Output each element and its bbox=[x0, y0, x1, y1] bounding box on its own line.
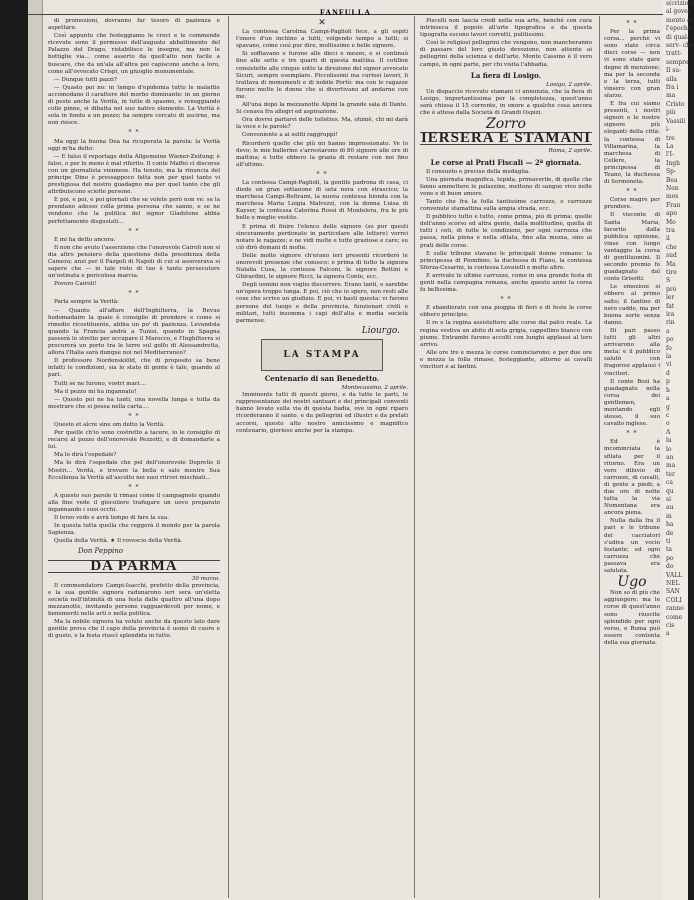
section-separator: * * bbox=[128, 290, 140, 298]
text-fragment: s(crizioni bbox=[666, 0, 694, 7]
paragraph: E sulle tribune stavano le principali donne romane: la principessa di Piombino, la duchessa di Fiano, la contessa Sforza-Cesarini, la contessa Lovatelli e molte altre. bbox=[420, 250, 592, 271]
text-fragment: l'I- bbox=[666, 151, 674, 159]
text-fragment: più bbox=[666, 109, 676, 117]
text-fragment: l'epoche bbox=[666, 25, 692, 33]
article-headline: Le corse ai Prati Fiscali — 2ª giornata. bbox=[430, 157, 582, 167]
text-fragment: tire bbox=[666, 269, 677, 276]
paragraph: — Quasto poi no: in tempo d'epidemia tutto le malattie accomodano il carattere del morbo dominante: in un giorno di peste anche la Verità, in tutte di spasmo, e reneggiando colle pinne, si dibatta nel suo nativo elemento. La Verità è sola in fondo a un pozzo; ha sempre cercato di uscirne, ma non riesce. bbox=[48, 84, 220, 127]
text-fragment: il bbox=[666, 235, 670, 243]
cross-ornament-icon: ✕ bbox=[318, 18, 326, 28]
text-fragment: tra bbox=[666, 226, 675, 234]
column-4 bbox=[604, 18, 660, 896]
paragraph: Ma lo dirà l'ospedale che pel dell'onorevole Depretis il Mostri... Verità, e trovare la bella e sale mentre Sua Eccellenza la Verità all'ascolto nei suoi ritrovi mischiati... bbox=[48, 460, 220, 481]
text-fragment: lu bbox=[666, 437, 672, 445]
text-fragment: rin bbox=[666, 319, 675, 327]
text-fragment: a bbox=[666, 327, 670, 335]
text-fragment: a bbox=[666, 395, 670, 403]
section-separator: * * bbox=[128, 227, 140, 235]
dateline: Losigo, 2 aprile. bbox=[546, 81, 592, 88]
text-fragment: di qual- bbox=[666, 33, 689, 41]
paragraph: Così le religiosi pellegrini che vengono, non mancheranno di passare del loro giusto devozione, non attente ai pellegrini della scienza e dell'arte, Monte Cassino è il vero campo, in ogni parte, per chi visita l'abbadia. bbox=[420, 40, 592, 68]
paragraph: E fra cui siamo presenti, i nostri signori e le nostre signore più eleganti della città: la contessa di Villamarina, la marchesa di Cellere, la principessa di Teano, la duchessa di Sermoneta. bbox=[604, 101, 660, 186]
paragraph: All'una dopo la mezzanotte Alpini la grande sala di Dante. Si cenava fra allegri ed aspirazione. bbox=[236, 102, 408, 116]
paragraph: Il re e la regina assistettero alle corse dal palco reale. La regina vestiva un abito di seta grigia, cappellino bianco con piume. Entrambi furono accolti con lunghi applausi al loro arrivo. bbox=[420, 320, 592, 348]
text-fragment: po bbox=[666, 554, 674, 562]
text-fragment: fra i bbox=[666, 84, 679, 92]
text-fragment: ler bbox=[666, 294, 675, 302]
paragraph: Le emozioni si ebbero al primo salto; il fantino di nero cadde, ma per buona sorte senza danno. bbox=[604, 284, 660, 326]
text-fragment: ha bbox=[666, 521, 674, 529]
paragraph: Non so di più che aggiungere; ma le corse di quest'anno sono riuscite splendide per ogni verso, e Roma può essere contenta della sua giornata. bbox=[604, 590, 660, 646]
section-separator: * * bbox=[626, 188, 638, 196]
paragraph: Ricorderò quelle che più mi hanno impressionato. Ve lo devo; le mie ballerine s'arrestarono di 80 signore alle ore di mattina; e tutte ebbero la grazia di restare con noi fino all'ultimo. bbox=[236, 140, 408, 168]
paragraph: Ma il pezzo mi ha ingannato! bbox=[54, 388, 137, 395]
paragraph: Ed è incominciata la sfilata per il ritorno. Era un vero diluvio di carrozze, di cavalli, di gente a piedi; a due ore di notte tutta la via Nomentana era ancora piena. bbox=[604, 439, 660, 517]
column-3 bbox=[420, 18, 592, 896]
paragraph: E arrivate le ultime carrozze, come in una grande festa di genti nella campagna romana, anche questo anno la corsa fu bellissima. bbox=[420, 272, 592, 294]
text-fragment: Mo bbox=[666, 218, 676, 226]
masthead-title: FANFULLA bbox=[320, 8, 371, 17]
paragraph: La contessa Campi-Paglioli, la gentile padrona di casa, ci diede un gran sottanone di seta nera con strascico; la marchesa Campi-Beltrami, la nuova contessa bionda con la marchesa Maria Luigia Malvezzi, con la donna Luisa di Kayser, la contessa Caterina Rossi di Montelera, fra le più belle e meglio vestite. bbox=[236, 179, 408, 222]
paragraph: Il non che avuto l'asserzione che l'onorevole Cairoli non si dia altro pensiero della questione della presidenza della Camera; anzi per il Pazgoli di Napoli di cui si asseverava si sapere che — io tale risto di tuo è tanto persecutore un'ostinata e pericolosa marcia. bbox=[48, 244, 220, 280]
dateline: 30 marzo. bbox=[191, 575, 220, 582]
paragraph: Il conte Bozi ha guadagnato nella corsa dei gentlemen, montando egli stesso, il suo cavallo inglese. bbox=[604, 378, 660, 428]
text-fragment: fat bbox=[666, 302, 675, 310]
paragraph: Degli uomini non voglio discorrere. Erano tanti, e sarebbe un'opera troppo lunga. E poi, ciò che io spero, non resti alle cose che scrivo un giudizio. E poi, vi basti questa: vi furono persone del luogo e della provincia, funzionari civili e militari, tutti insomma i capi dell'alta e media società parmense. bbox=[236, 282, 408, 324]
dateline: Montecassino, 2 aprile. bbox=[341, 385, 408, 392]
text-fragment: che bbox=[666, 243, 677, 251]
section-separator: * * bbox=[626, 430, 638, 438]
text-fragment: fo bbox=[666, 344, 672, 352]
paragraph: Alle ore tre e mezza le corse cominciarono; e per due ore e mezza la folla rimase, festeggiante, attorno ai cavalli vincitori e ai fantini. bbox=[420, 349, 592, 371]
paragraph: A questo suo parole ti rimasi come il campagnolo quando alla fine vede il giocoliere trafugare un uovo preparato ingannando i suoi occhi. bbox=[48, 492, 220, 513]
section-title-da-parma: DA PARMA bbox=[48, 560, 220, 573]
text-fragment: ta bbox=[666, 546, 672, 554]
text-fragment: c bbox=[666, 411, 670, 419]
column-rule bbox=[599, 16, 600, 898]
text-fragment: ma bbox=[666, 92, 676, 100]
section-separator: * * bbox=[128, 412, 140, 420]
text-fragment: sempre bbox=[666, 58, 689, 66]
column-2 bbox=[236, 18, 408, 896]
paragraph: Ma la nobile signora ha voluto anche da questo lato dare gentile prova che il capo della provincia è uomo di cuore e di gusto, e la festa riuscì splendida in tutto. bbox=[48, 619, 220, 640]
author-signature: Zorro bbox=[486, 116, 526, 133]
text-fragment: ca bbox=[666, 479, 673, 487]
paragraph: E prima di finire l'elenco delle signore (so pur questi sinceramente perdonato in particolare alle lettere) vorrei notare le ragazze; e ne vidi molte e tutte graziose e care; su ciò dirò domani di molte. bbox=[236, 223, 408, 251]
article-headline: La fiera di Losigo. bbox=[470, 70, 542, 80]
paragraph: La contessa Carolina Campi-Paglioli fece, a gli ospiti l'onore d'un inchino a tutti, volgendo tempo a tutti; si spavano, come così pur dire, moltissime e belle signore. bbox=[236, 29, 408, 50]
paragraph: Ora dovrei parlarvi delle toilettes. Ma, ohimè, chi mi darà la voce e le parole? bbox=[236, 117, 408, 131]
paragraph: In questa tutta quella che reggerà il mondo per la parola Sapienza. bbox=[48, 523, 220, 537]
decorative-banner: LA STAMPA bbox=[261, 339, 383, 371]
text-fragment: serv- che bbox=[666, 42, 694, 50]
text-fragment: ira bbox=[666, 311, 675, 319]
text-fragment: Non bbox=[666, 184, 679, 192]
text-fragment: p bbox=[666, 378, 670, 386]
paragraph: — Dunque tutti pazzi? bbox=[54, 76, 117, 83]
text-fragment: qu bbox=[666, 487, 674, 495]
column-rule bbox=[414, 16, 415, 898]
paragraph: — Questo poi ne ha tanti, una novella lunga e tutta da mostrare che si possa nella carta.... bbox=[48, 396, 220, 410]
text-fragment: ranno bbox=[666, 605, 684, 613]
adjacent-page-edge bbox=[663, 0, 694, 900]
paragraph: di promozioni, dovranno far tesoro di pazienza e aspettare. bbox=[48, 18, 220, 32]
section-separator: * * bbox=[128, 129, 140, 137]
text-fragment: an bbox=[666, 453, 674, 461]
paragraph: Nulla dalla fra il pari e le tribune dei cacciatori s'udiva un vocìo festante; ed ogni carrozza che passava era salutata. bbox=[604, 518, 660, 575]
paragraph: Conveniente a ai soliti raggruppi! bbox=[242, 132, 338, 139]
text-fragment: NEL bbox=[666, 580, 680, 588]
text-fragment: ti bbox=[666, 538, 671, 545]
paragraph: E mi ha detto ancora: bbox=[54, 236, 116, 243]
paragraph: Il pubblico tutto e tutto, come prima, più di prima; quelle dell'anno scorso ed altra gente, dalla moltitudine, quella di tutti i ceti, di tutte le condizioni, per ogni carrozza che passa, nella piena e nella sfilata, fino alla mezza, sino ai prati delle corse. bbox=[420, 214, 592, 249]
section-separator: * * bbox=[128, 483, 140, 491]
text-fragment: mos bbox=[666, 193, 679, 201]
paragraph: Di pari passo tutti gli altri arrivarono alla meta; e il pubblico salutò con fragorosi applausi i vincitori. bbox=[604, 327, 660, 377]
text-fragment: d bbox=[666, 369, 670, 377]
column-1 bbox=[48, 18, 220, 896]
text-fragment: o bbox=[666, 420, 670, 428]
text-fragment: h bbox=[666, 386, 670, 394]
text-fragment: A bbox=[666, 428, 671, 436]
text-fragment: Ma bbox=[666, 260, 676, 268]
section-title-iersera-e-stamani: IERSERA E STAMANI bbox=[420, 130, 592, 147]
paragraph: Per la prima corsa... perchè vi sono state circa dieci corse — non vi sono state gare degne di menzione; ma per la seconda e la terza, tutti vinsero con gran sfarzo. bbox=[604, 29, 660, 99]
text-fragment: apo bbox=[666, 210, 678, 218]
text-fragment: lo bbox=[666, 445, 672, 453]
paragraph: Imminente tutti di questi giorni, e da tutte le parti, le rappresentanze dei nostri santuari e dei principali conventi hanno levato sulla via di questa badia, ove in ogni riparo ricorderanno il santo, e da pellegrini ed illustri e da prelati accorsi, questo alto nostro amicissimo e magnifico centenario, glorioso anche per la stampa. bbox=[236, 392, 408, 434]
paragraph: Tanto che fra la folla tantissime carrozze, e carrozze convenute stamattina sulla ampia strada, ecc. bbox=[420, 198, 592, 213]
paragraph: Ma oggi la buona Dea ha ricuperata la parola: la Verità oggi m'ha detto: bbox=[48, 138, 220, 152]
paragraph: Così appunto che festeggiamo le croci e le commende ricevute sono il permesso dell'augusto abbattimento del Palazzo del Drago, ristabilisco le insegne, ma non le bottiglie via... come asserto da quell'alto non facile a buscare, che da un'ala all'altra poi capiscono anche a loro, come all'ovvocato Crispi, un giuoglio monumentale. bbox=[48, 33, 220, 75]
masthead bbox=[28, 0, 663, 15]
text-fragment: S bbox=[666, 277, 671, 285]
paragraph: Il consueto e preciso della medaglia. bbox=[426, 168, 531, 175]
text-fragment: La bbox=[666, 142, 674, 150]
text-fragment: mento al bbox=[666, 16, 693, 24]
paragraph: Un dispaccio ricevuto stamani ci annunzia, che la fiera di Losigo, importantissima per la completezza, quest'anno sarà chiusa il 15 corrente, in onore a qualche cosa ancora che è attesa dalla Società di Grandi Ospizi. bbox=[420, 88, 592, 117]
text-fragment: si bbox=[666, 495, 671, 503]
author-signature: Don Peppino bbox=[78, 547, 124, 556]
text-fragment: do bbox=[666, 563, 674, 571]
author-signature: Liourgo. bbox=[361, 325, 400, 336]
paragraph: — E falso il reportage della Allgemeine Wiener-Zeitung; è falso, o per lo meno è mal riferito. Il conte Maffei ci discorse con un giornalista viennese. Ha tenuto, ma la rinuncia del principe Dino è pressappoco fatta non per quel tanto vi prestigiosa del nostro guadagno ma per quel tanto che gli attribuiscono sciolte persone. bbox=[48, 153, 220, 196]
paragraph: Povero Cairoli! bbox=[54, 281, 97, 288]
text-fragment: la bbox=[666, 353, 672, 361]
text-fragment: Cristo bbox=[666, 100, 685, 108]
newspaper-page bbox=[28, 0, 663, 900]
section-separator: * * bbox=[316, 170, 328, 178]
paragraph: Si soffiavano e furono alle dieci e mezzo, e si continuò fino alle sette e tre quarti di questa mattina. Il cotillon consistette alle cinque sotto la direzione del signor avvocato Sicuri, sempre esemplare. Piccolissimi ma curiosi lavori, li trattava di monumenti e di nobile Portò: ma con le ragazze furono molte le donne che si divertivano ad andarne con me. bbox=[236, 51, 408, 100]
paragraph: Tutti se ne furono, vostri mari.... bbox=[54, 380, 147, 387]
paragraph: Delle molte signore ch'erano ieri presenti ricorderò le onorevoli presenze che conosco: e prima di tutto la signora Nalalia Cusa, la contessa Falconi, le signore Bottini e Ghirardini, le signore Ricci, la signora Conte, ecc. bbox=[236, 252, 408, 281]
text-fragment: prò bbox=[666, 285, 677, 293]
article-headline: Centenario di san Benedetto. bbox=[264, 373, 380, 383]
paragraph: Per quelle ch'io sono costretto a tacere, io le consiglio di recarsi al pozzo dell'onorevole Pezzotti, e di domandarle a lui. bbox=[48, 430, 220, 451]
paragraph: E sbandierato con una pioggia di fiori e di feste le corse ebbero principio. bbox=[420, 305, 592, 319]
text-fragment: po bbox=[666, 336, 674, 344]
paragraph: — Quanto all'affare dell'Inghilterra, la Revue hedomadaire la quale è consiglio di prendere e come si rimedio ricostituente, abbia un po' di pazienza. Levandola quando la Francia andrà a Tunisi, quando in Spagna passerà lo stretto per occupare il Marocco, e l'Inghilterra si procurerà un porto tra le terre sul golfo di Alessandretta, allora l'Italia sarà dunque noi nel Mediterraneo? bbox=[48, 307, 220, 357]
text-fragment: tre bbox=[666, 134, 675, 142]
paragraph: Il commendatore Campi-Isacchi, prefetto della provincia, e la sua gentile signora radunarono ieri sera un'eletta società nell'intimità di una festa dalle quattro all'una dopo mezzanotte, invitando persone ragguardevoli per nome, e benemeriti nelle arti e nella politica. bbox=[48, 582, 220, 618]
dateline: Roma, 2 aprile. bbox=[548, 148, 592, 155]
text-fragment: a bbox=[666, 630, 670, 638]
text-fragment: cis bbox=[666, 622, 675, 630]
text-fragment: vi bbox=[666, 361, 672, 369]
paragraph: Una giornata magnifica, tepida, primaverile, di quelle che fanno ammettere le palazzine, mettono di sangue vivo nelle vene e di buon umore. bbox=[420, 176, 592, 197]
text-fragment: g bbox=[666, 403, 670, 411]
paragraph: Il visconte di Santa Maria, favorito dalla pubblica opinione, vinse con lungo vantaggio la corsa di gentiluomini. Il secondo premio fu guadagnato dal conte Grisotti. bbox=[604, 212, 660, 283]
text-fragment: Bea bbox=[666, 176, 678, 184]
text-fragment: SAN bbox=[666, 588, 680, 596]
paragraph: Il professore Nordenskiöld, che di proposito sa bene infatti le condizioni, sia lo stato di gente è tale, quando al pari. bbox=[48, 358, 220, 379]
text-fragment: Vassili bbox=[666, 117, 686, 125]
text-fragment: al gover- bbox=[666, 8, 693, 16]
paragraph: Piscelli non lascia credi nella sua arte, benché con cura intrinseca il popolo all'arte tipografica e da questa tipografia escono lavori corretti, pulitissimi. bbox=[420, 18, 592, 39]
paragraph: Questo et alcre sine om detto la Verità. bbox=[54, 421, 166, 428]
text-fragment: come bbox=[666, 613, 683, 621]
text-fragment: Il su- bbox=[666, 67, 682, 75]
author-signature: Ugo bbox=[617, 574, 647, 591]
paragraph: Quella della Verità. ★ Il rovescio della Verità. bbox=[54, 538, 183, 545]
text-fragment: de bbox=[666, 529, 674, 537]
paragraph: Ma lo dirà l'ospedale? bbox=[54, 452, 117, 459]
text-fragment: in bbox=[666, 512, 672, 520]
paragraph: Corse magre per prendere. bbox=[604, 197, 660, 211]
section-separator: * * bbox=[626, 20, 638, 27]
text-fragment: ma bbox=[666, 462, 676, 470]
text-fragment: Sp- bbox=[666, 168, 676, 176]
text-fragment: tratt- bbox=[666, 50, 682, 58]
column-rule bbox=[228, 16, 229, 898]
text-fragment: COLI bbox=[666, 596, 682, 604]
text-fragment: sud bbox=[666, 252, 677, 260]
text-fragment: alla bbox=[666, 75, 677, 83]
text-fragment: i- bbox=[666, 126, 670, 134]
text-fragment: Fran bbox=[666, 201, 681, 209]
paragraph: E poi, e poi, e poi giornali che se volete però non ve: se la prendano adesso colla prima persona che sanno, e se ne vendono che la politica del signor Gladstone abbia perfettamente disgustati... bbox=[48, 197, 220, 225]
text-fragment: VALL bbox=[666, 571, 683, 579]
binding-gutter bbox=[28, 0, 43, 900]
text-fragment: ter bbox=[666, 470, 675, 478]
text-fragment: Ingh bbox=[666, 159, 680, 167]
text-fragment: au bbox=[666, 504, 674, 512]
paragraph: Parla sempre la Verità: bbox=[54, 299, 119, 306]
paragraph: Il terzo vede e avrà tempo di fare la sua. bbox=[54, 515, 170, 522]
section-separator: * * bbox=[500, 296, 512, 304]
